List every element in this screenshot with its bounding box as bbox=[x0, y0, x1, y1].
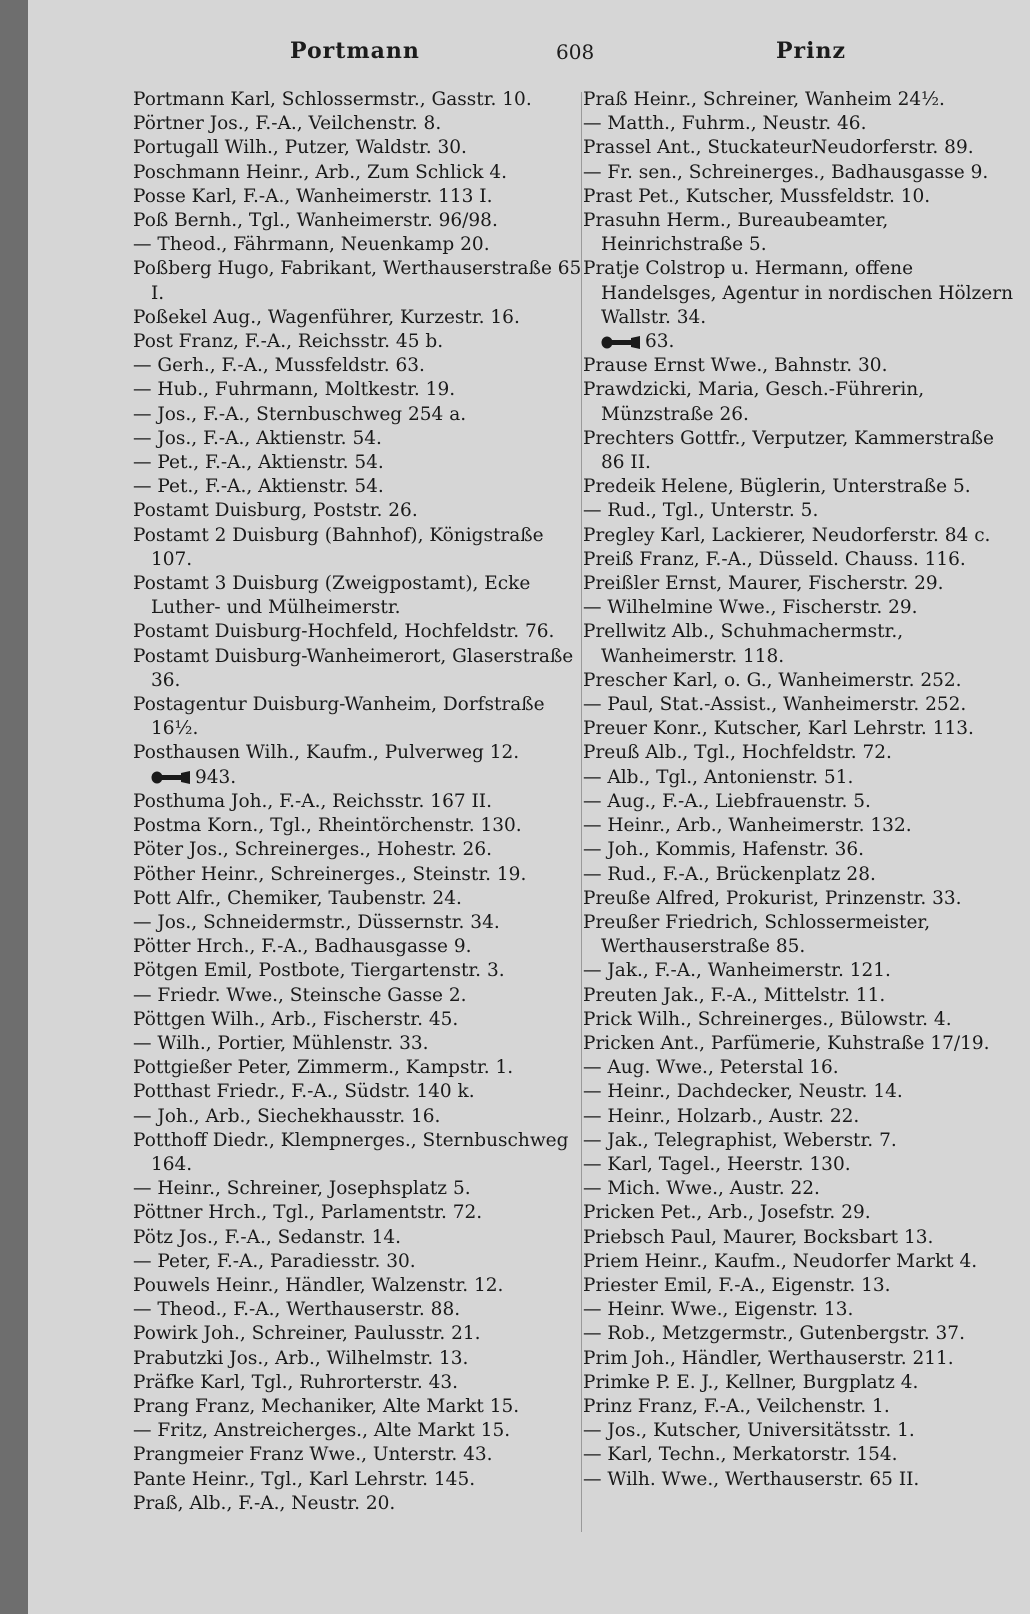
entry-text: Pregley Karl, Lackierer, Neudorferstr. 84 c. bbox=[583, 524, 991, 546]
entry-text: Poschmann Heinr., Arb., Zum Schlick 4. bbox=[133, 161, 508, 183]
entry-text: Posse Karl, F.-A., Wanheimerstr. 113 I. bbox=[133, 185, 493, 207]
entry-text: Poßberg Hugo, Fabrikant, Werthauserstraße 65 I. bbox=[133, 258, 582, 304]
entry-text: — Heinr., Schreiner, Josephsplatz 5. bbox=[133, 1178, 471, 1200]
entry-text: Potthoff Diedr., Klempnerges., Sternbuschweg 164. bbox=[133, 1129, 569, 1175]
entry-text: Pöttner Hrch., Tgl., Parlamentstr. 72. bbox=[133, 1202, 483, 1224]
entry-text: — Karl, Techn., Merkatorstr. 154. bbox=[583, 1444, 898, 1466]
directory-entry bbox=[133, 427, 588, 451]
page-number: 608 bbox=[556, 40, 595, 64]
entry-text: Pricken Ant., Parfümerie, Kuhstraße 17/19. bbox=[583, 1032, 990, 1054]
directory-entry bbox=[583, 693, 1023, 717]
entry-text: Postamt Duisburg-Wanheimerort, Glaserstraße 36. bbox=[133, 645, 574, 691]
entry-text: — Theod., Fährmann, Neuenkamp 20. bbox=[133, 234, 490, 256]
directory-entry bbox=[583, 1419, 1023, 1443]
entry-text: Preußer Friedrich, Schlossermeister, Werthauserstraße 85. bbox=[583, 911, 931, 958]
entry-text: Prinz Franz, F.-A., Veilchenstr. 1. bbox=[583, 1395, 890, 1417]
entry-text: — Fr. sen., Schreinerges., Badhausgasse 9. bbox=[583, 161, 989, 183]
entry-text: Powirk Joh., Schreiner, Paulusstr. 21. bbox=[133, 1323, 481, 1345]
entry-text: — Friedr. Wwe., Steinsche Gasse 2. bbox=[133, 984, 467, 1006]
entry-text: Prellwitz Alb., Schuhmachermstr., Wanheimerstr. 118. bbox=[583, 621, 904, 667]
directory-entry bbox=[133, 1080, 588, 1104]
entry-text: Primke P. E. J., Kellner, Burgplatz 4. bbox=[583, 1371, 919, 1393]
directory-entry bbox=[133, 1347, 588, 1371]
directory-entry bbox=[583, 378, 1023, 426]
directory-entry bbox=[133, 451, 588, 475]
directory-entry bbox=[583, 572, 1023, 596]
left-column bbox=[133, 88, 588, 1558]
entry-text: — Aug. Wwe., Peterstal 16. bbox=[583, 1057, 839, 1079]
entry-text: Postamt 3 Duisburg (Zweigpostamt), Ecke Luther- und Mülheimerstr. bbox=[133, 573, 531, 619]
directory-entry bbox=[583, 887, 1023, 911]
entry-text: — Rud., F.-A., Brückenplatz 28. bbox=[583, 863, 876, 885]
directory-entry bbox=[583, 1443, 1023, 1467]
directory-entry bbox=[583, 354, 1023, 378]
directory-entry bbox=[133, 1008, 588, 1032]
directory-entry bbox=[583, 863, 1023, 887]
directory-entry bbox=[583, 1105, 1023, 1129]
directory-entry bbox=[133, 1395, 588, 1419]
entry-text: Predeik Helene, Büglerin, Unterstraße 5. bbox=[583, 476, 971, 498]
directory-entry bbox=[583, 1080, 1023, 1104]
directory-entry bbox=[133, 741, 588, 765]
entry-text: Pöttgen Wilh., Arb., Fischerstr. 45. bbox=[133, 1008, 459, 1030]
entry-text: Prim Joh., Händler, Werthauserstr. 211. bbox=[583, 1347, 954, 1369]
entry-text: Praß, Alb., F.-A., Neustr. 20. bbox=[133, 1492, 396, 1514]
directory-entry bbox=[133, 1226, 588, 1250]
entry-text: Preiß Franz, F.-A., Düsseld. Chauss. 116. bbox=[583, 548, 966, 570]
entry-text: — Gerh., F.-A., Mussfeldstr. 63. bbox=[133, 355, 425, 377]
directory-entry bbox=[133, 1492, 588, 1516]
entry-text: Prescher Karl, o. G., Wanheimerstr. 252. bbox=[583, 669, 962, 691]
entry-text: Prast Pet., Kutscher, Mussfeldstr. 10. bbox=[583, 185, 931, 207]
entry-text: Posthuma Joh., F.-A., Reichsstr. 167 II. bbox=[133, 790, 492, 812]
directory-entry bbox=[583, 136, 1023, 160]
entry-text: — Jos., Schneidermstr., Düssernstr. 34. bbox=[133, 911, 500, 933]
directory-entry bbox=[133, 935, 588, 959]
directory-entry bbox=[583, 548, 1023, 572]
directory-entry bbox=[133, 814, 588, 838]
entry-text: Portugall Wilh., Putzer, Waldstr. 30. bbox=[133, 137, 467, 159]
entry-text: 943. bbox=[195, 766, 237, 788]
directory-entry bbox=[583, 209, 1023, 257]
entry-text: Prawdzicki, Maria, Gesch.-Führerin, Münzstraße 26. bbox=[583, 379, 925, 425]
entry-text: — Joh., Kommis, Hafenstr. 36. bbox=[583, 839, 865, 861]
directory-entry bbox=[133, 209, 588, 233]
directory-entry bbox=[583, 1468, 1023, 1492]
entry-text: — Matth., Fuhrm., Neustr. 46. bbox=[583, 113, 867, 135]
entry-text: — Peter, F.-A., Paradiesstr. 30. bbox=[133, 1250, 416, 1272]
entry-text: Prause Ernst Wwe., Bahnstr. 30. bbox=[583, 355, 888, 377]
entry-text: — Heinr. Wwe., Eigenstr. 13. bbox=[583, 1299, 854, 1321]
directory-entry bbox=[133, 1468, 588, 1492]
directory-entry bbox=[583, 475, 1023, 499]
directory-entry bbox=[583, 1201, 1023, 1225]
entry-text: Pötz Jos., F.-A., Sedanstr. 14. bbox=[133, 1226, 402, 1248]
entry-text: — Pet., F.-A., Aktienstr. 54. bbox=[133, 476, 384, 498]
entry-text: — Heinr., Dachdecker, Neustr. 14. bbox=[583, 1081, 903, 1103]
directory-entry bbox=[133, 693, 588, 741]
directory-entry bbox=[583, 911, 1023, 959]
entry-text: Priem Heinr., Kaufm., Neudorfer Markt 4. bbox=[583, 1250, 978, 1272]
directory-entry bbox=[133, 1250, 588, 1274]
directory-entry bbox=[583, 1008, 1023, 1032]
directory-entry bbox=[133, 185, 588, 209]
entry-text: Pötter Hrch., F.-A., Badhausgasse 9. bbox=[133, 936, 472, 958]
directory-entry bbox=[583, 1153, 1023, 1177]
entry-text: Priester Emil, F.-A., Eigenstr. 13. bbox=[583, 1274, 891, 1296]
directory-entry bbox=[583, 1395, 1023, 1419]
directory-entry bbox=[133, 959, 588, 983]
entry-text: — Heinr., Arb., Wanheimerstr. 132. bbox=[583, 815, 912, 837]
entry-text: Post Franz, F.-A., Reichsstr. 45 b. bbox=[133, 331, 444, 353]
entry-text: — Pet., F.-A., Aktienstr. 54. bbox=[133, 452, 384, 474]
directory-entry bbox=[133, 766, 588, 790]
directory-entry bbox=[133, 330, 588, 354]
directory-entry bbox=[133, 1032, 588, 1056]
directory-entry bbox=[133, 838, 588, 862]
directory-entry bbox=[133, 354, 588, 378]
entry-text: Postamt 2 Duisburg (Bahnhof), Königstraße 107. bbox=[133, 524, 544, 570]
entry-text: Portmann Karl, Schlossermstr., Gasstr. 10. bbox=[133, 89, 532, 110]
directory-entry bbox=[133, 984, 588, 1008]
directory-entry bbox=[583, 984, 1023, 1008]
entry-text: — Rob., Metzgermstr., Gutenbergstr. 37. bbox=[583, 1323, 965, 1345]
directory-entry bbox=[133, 1274, 588, 1298]
directory-entry bbox=[583, 257, 1023, 330]
directory-entry bbox=[583, 717, 1023, 741]
entry-text: Preuße Alfred, Prokurist, Prinzenstr. 33. bbox=[583, 887, 962, 909]
directory-entry bbox=[583, 1371, 1023, 1395]
directory-entry bbox=[583, 596, 1023, 620]
entry-text: Pott Alfr., Chemiker, Taubenstr. 24. bbox=[133, 887, 462, 909]
entry-text: Postamt Duisburg-Hochfeld, Hochfeldstr. 76. bbox=[133, 621, 555, 643]
right-column bbox=[583, 88, 1023, 1558]
entry-text: — Rud., Tgl., Unterstr. 5. bbox=[583, 500, 819, 522]
directory-entry bbox=[133, 572, 588, 620]
directory-entry bbox=[133, 1322, 588, 1346]
directory-entry bbox=[583, 669, 1023, 693]
entry-text: Preißler Ernst, Maurer, Fischerstr. 29. bbox=[583, 573, 944, 595]
directory-entry bbox=[133, 1129, 588, 1177]
directory-entry bbox=[583, 1177, 1023, 1201]
entry-text: Posthausen Wilh., Kaufm., Pulverweg 12. bbox=[133, 742, 520, 764]
entry-text: Pratje Colstrop u. Hermann, offene Handelsges, Agentur in nordischen Hölzern Wallstr. 34. bbox=[583, 258, 1013, 328]
directory-entry bbox=[583, 814, 1023, 838]
entry-text: — Jak., F.-A., Wanheimerstr. 121. bbox=[583, 960, 891, 982]
entry-text: Poß Bernh., Tgl., Wanheimerstr. 96/98. bbox=[133, 210, 498, 232]
entry-text: Preuten Jak., F.-A., Mittelstr. 11. bbox=[583, 984, 886, 1006]
entry-text: — Fritz, Anstreicherges., Alte Markt 15. bbox=[133, 1420, 511, 1442]
directory-entry bbox=[583, 161, 1023, 185]
directory-entry bbox=[133, 620, 588, 644]
entry-text: Pötgen Emil, Postbote, Tiergartenstr. 3. bbox=[133, 960, 505, 982]
directory-entry bbox=[133, 1201, 588, 1225]
entry-text: Prassel Ant., StuckateurNeudorferstr. 89. bbox=[583, 137, 974, 159]
directory-entry bbox=[583, 427, 1023, 475]
entry-text: Postagentur Duisburg-Wanheim, Dorfstraße 16½. bbox=[133, 694, 545, 740]
entry-text: — Theod., F.-A., Werthauserstr. 88. bbox=[133, 1299, 461, 1321]
entry-text: Praß Heinr., Schreiner, Wanheim 24½. bbox=[583, 89, 945, 110]
directory-entry bbox=[583, 620, 1023, 668]
entry-text: Pante Heinr., Tgl., Karl Lehrstr. 145. bbox=[133, 1468, 476, 1490]
directory-entry bbox=[583, 838, 1023, 862]
directory-entry bbox=[583, 1129, 1023, 1153]
entry-text: Pöther Heinr., Schreinerges., Steinstr. 19. bbox=[133, 863, 527, 885]
directory-entry bbox=[583, 524, 1023, 548]
directory-entry bbox=[133, 403, 588, 427]
entry-text: — Wilh. Wwe., Werthauserstr. 65 II. bbox=[583, 1468, 920, 1490]
entry-text: — Mich. Wwe., Austr. 22. bbox=[583, 1178, 820, 1200]
directory-entry bbox=[133, 863, 588, 887]
directory-entry bbox=[133, 1371, 588, 1395]
directory-entry bbox=[133, 887, 588, 911]
entry-text: — Jos., F.-A., Aktienstr. 54. bbox=[133, 427, 382, 449]
telephone-icon bbox=[151, 771, 191, 784]
directory-entry bbox=[583, 1274, 1023, 1298]
entry-text: 63. bbox=[645, 331, 675, 353]
directory-entry bbox=[583, 1056, 1023, 1080]
entry-text: — Wilhelmine Wwe., Fischerstr. 29. bbox=[583, 597, 918, 619]
header-left-keyword: Portmann bbox=[290, 38, 420, 64]
directory-entry bbox=[583, 1322, 1023, 1346]
entry-text: Pricken Pet., Arb., Josefstr. 29. bbox=[583, 1202, 871, 1224]
directory-page bbox=[28, 0, 1030, 1614]
entry-text: — Wilh., Portier, Mühlenstr. 33. bbox=[133, 1032, 429, 1054]
entry-text: Postamt Duisburg, Poststr. 26. bbox=[133, 500, 418, 522]
directory-entry bbox=[583, 330, 1023, 354]
directory-entry bbox=[583, 959, 1023, 983]
entry-text: Präfke Karl, Tgl., Ruhrorterstr. 43. bbox=[133, 1371, 459, 1393]
entry-text: — Hub., Fuhrmann, Moltkestr. 19. bbox=[133, 379, 456, 401]
entry-text: Prasuhn Herm., Bureaubeamter, Heinrichstraße 5. bbox=[583, 210, 889, 256]
directory-entry bbox=[133, 378, 588, 402]
directory-entry bbox=[133, 112, 588, 136]
entry-text: — Alb., Tgl., Antonienstr. 51. bbox=[583, 766, 854, 788]
directory-entry bbox=[583, 1347, 1023, 1371]
entry-text: Pörtner Jos., F.-A., Veilchenstr. 8. bbox=[133, 113, 442, 135]
entry-text: Pouwels Heinr., Händler, Walzenstr. 12. bbox=[133, 1274, 504, 1296]
entry-text: Priebsch Paul, Maurer, Bocksbart 13. bbox=[583, 1226, 934, 1248]
directory-entry bbox=[133, 524, 588, 572]
directory-entry bbox=[133, 1298, 588, 1322]
directory-entry bbox=[133, 645, 588, 693]
directory-entry bbox=[133, 257, 588, 305]
entry-text: Prechters Gottfr., Verputzer, Kammerstraße 86 II. bbox=[583, 427, 994, 474]
entry-text: Prangmeier Franz Wwe., Unterstr. 43. bbox=[133, 1444, 493, 1466]
directory-entry bbox=[133, 911, 588, 935]
telephone-icon bbox=[601, 336, 641, 349]
entry-text: Potthast Friedr., F.-A., Südstr. 140 k. bbox=[133, 1081, 475, 1103]
directory-entry bbox=[133, 1056, 588, 1080]
directory-entry bbox=[133, 475, 588, 499]
directory-entry bbox=[583, 499, 1023, 523]
entry-text: — Aug., F.-A., Liebfrauenstr. 5. bbox=[583, 790, 871, 812]
directory-entry bbox=[133, 88, 588, 112]
directory-entry bbox=[133, 161, 588, 185]
directory-entry bbox=[133, 499, 588, 523]
directory-entry bbox=[583, 1250, 1023, 1274]
directory-entry bbox=[133, 1419, 588, 1443]
directory-entry bbox=[133, 1105, 588, 1129]
entry-text: Prang Franz, Mechaniker, Alte Markt 15. bbox=[133, 1395, 520, 1417]
directory-entry bbox=[133, 790, 588, 814]
header-right-keyword: Prinz bbox=[776, 38, 846, 64]
entry-text: — Jak., Telegraphist, Weberstr. 7. bbox=[583, 1129, 897, 1151]
directory-entry bbox=[583, 1226, 1023, 1250]
directory-entry bbox=[133, 1443, 588, 1467]
entry-text: — Heinr., Holzarb., Austr. 22. bbox=[583, 1105, 860, 1127]
entry-text: — Karl, Tagel., Heerstr. 130. bbox=[583, 1153, 851, 1175]
entry-text: Preuß Alb., Tgl., Hochfeldstr. 72. bbox=[583, 742, 892, 764]
directory-entry bbox=[583, 185, 1023, 209]
directory-entry bbox=[583, 766, 1023, 790]
entry-text: Prabutzki Jos., Arb., Wilhelmstr. 13. bbox=[133, 1347, 469, 1369]
entry-text: Pottgießer Peter, Zimmerm., Kampstr. 1. bbox=[133, 1057, 514, 1079]
directory-entry bbox=[583, 1032, 1023, 1056]
entry-text: Pöter Jos., Schreinerges., Hohestr. 26. bbox=[133, 839, 492, 861]
entry-text: Prick Wilh., Schreinerges., Bülowstr. 4. bbox=[583, 1008, 952, 1030]
directory-entry bbox=[583, 790, 1023, 814]
entry-text: — Jos., Kutscher, Universitätsstr. 1. bbox=[583, 1420, 915, 1442]
entry-text: — Jos., F.-A., Sternbuschweg 254 a. bbox=[133, 403, 467, 425]
running-header bbox=[28, 38, 1030, 74]
entry-text: Postma Korn., Tgl., Rheintörchenstr. 130. bbox=[133, 815, 522, 837]
directory-entry bbox=[583, 112, 1023, 136]
directory-entry bbox=[133, 1177, 588, 1201]
directory-entry bbox=[133, 306, 588, 330]
directory-entry bbox=[133, 233, 588, 257]
entry-text: Poßekel Aug., Wagenführer, Kurzestr. 16. bbox=[133, 306, 520, 328]
directory-entry bbox=[583, 741, 1023, 765]
directory-entry bbox=[583, 1298, 1023, 1322]
entry-text: — Paul, Stat.-Assist., Wanheimerstr. 252. bbox=[583, 694, 967, 716]
directory-entry bbox=[133, 136, 588, 160]
entry-text: — Joh., Arb., Siechekhausstr. 16. bbox=[133, 1105, 441, 1127]
directory-entry bbox=[583, 88, 1023, 112]
entry-text: Preuer Konr., Kutscher, Karl Lehrstr. 113. bbox=[583, 718, 974, 740]
